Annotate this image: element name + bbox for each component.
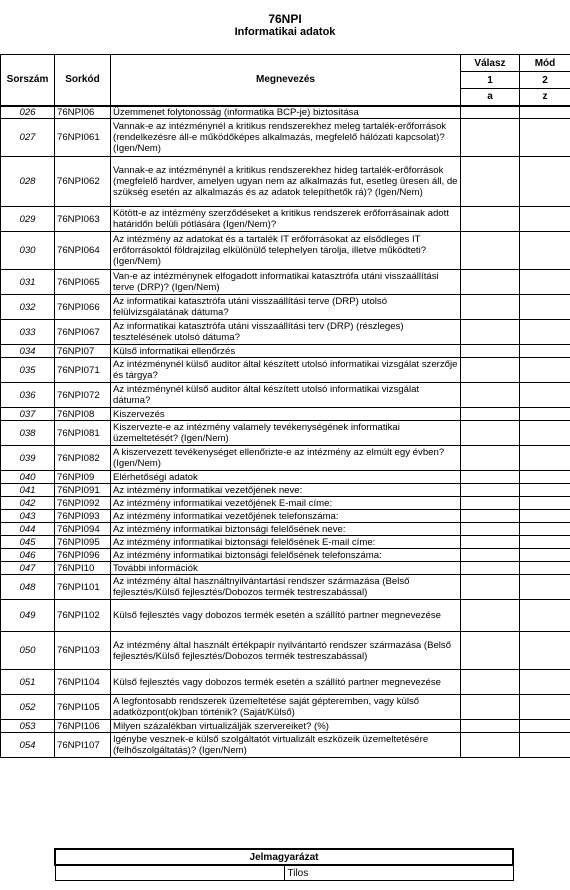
row-code: 76NPI103 [55,632,111,670]
table-row [1,523,570,536]
row-description: Az intézmény által használt értékpapír nyilvántartó rendszer származása (Belső fejlesztés/Külső fejlesztés/Dobozos termék testreszabással) [111,632,461,670]
table-row [1,632,570,670]
table-row [1,484,570,497]
mode-cell[interactable] [520,600,570,632]
row-number: 053 [1,720,55,733]
mode-cell[interactable] [520,484,570,497]
table-row [1,408,570,421]
row-description: Az intézmény informatikai biztonsági felelősének E-mail címe: [111,536,461,549]
row-description: Az intézmény informatikai vezetőjének neve: [111,484,461,497]
mode-cell[interactable] [520,408,570,421]
answer-cell[interactable] [461,497,520,510]
table-row [1,510,570,523]
answer-cell[interactable] [461,670,520,695]
table-row [1,232,570,270]
row-description: Az intézmény informatikai biztonsági felelősének neve: [111,523,461,536]
mode-cell[interactable] [520,510,570,523]
row-number: 027 [1,119,55,157]
mode-cell[interactable] [520,295,570,320]
row-description: Milyen százalékban virtualizálják szervereiket? (%) [111,720,461,733]
answer-cell[interactable] [461,320,520,345]
row-description: Az intézmény által használtnyilvántartási rendszer származása (Belső fejlesztés/Külső fejlesztés/Dobozos termék testreszabással) [111,575,461,600]
answer-cell[interactable] [461,232,520,270]
row-number: 031 [1,270,55,295]
table-row [1,600,570,632]
row-description: Kiszervezte-e az intézmény valamely tevékenységének informatikai üzemeltetését? (Igen/Nem) [111,421,461,446]
row-code: 76NPI082 [55,446,111,471]
mode-cell[interactable] [520,632,570,670]
table-row [1,119,570,157]
row-description: Az intézmény informatikai biztonsági felelősének telefonszáma: [111,549,461,562]
mode-cell[interactable] [520,320,570,345]
answer-cell[interactable] [461,383,520,408]
header-mod: Mód [520,55,570,72]
mode-cell[interactable] [520,471,570,484]
row-number: 043 [1,510,55,523]
mode-cell[interactable] [520,497,570,510]
row-code: 76NPI08 [55,408,111,421]
answer-cell[interactable] [461,358,520,383]
row-description: Az intézménynél külső auditor által készített utolsó informatikai vizsgálat dátuma? [111,383,461,408]
row-code: 76NPI093 [55,510,111,523]
row-number: 041 [1,484,55,497]
answer-cell[interactable] [461,408,520,421]
mode-cell[interactable] [520,562,570,575]
table-row [1,446,570,471]
table-row [1,471,570,484]
row-number: 037 [1,408,55,421]
table-row [1,562,570,575]
table-row [1,270,570,295]
row-code: 76NPI066 [55,295,111,320]
answer-cell[interactable] [461,600,520,632]
mode-cell[interactable] [520,523,570,536]
row-description: Igénybe vesznek-e külső szolgáltatót virtualizált eszközeik üzemeltetésére (felhőszolgáltatás)? (Igen/Nem) [111,733,461,758]
answer-cell[interactable] [461,695,520,720]
row-number: 035 [1,358,55,383]
row-number: 044 [1,523,55,536]
row-code: 76NPI106 [55,720,111,733]
row-number: 051 [1,670,55,695]
row-description: Van-e az intézménynek elfogadott informatikai katasztrófa utáni visszaállítási terve (DRP)? (Igen/Nem) [111,270,461,295]
row-number: 047 [1,562,55,575]
row-code: 76NPI062 [55,157,111,207]
mode-cell[interactable] [520,270,570,295]
mode-cell[interactable] [520,733,570,758]
table-row [1,358,570,383]
answer-cell[interactable] [461,106,520,119]
row-description: További információk [111,562,461,575]
row-description: Az intézmény informatikai vezetőjének telefonszáma: [111,510,461,523]
row-number: 036 [1,383,55,408]
table-row [1,720,570,733]
answer-cell[interactable] [461,720,520,733]
row-code: 76NPI081 [55,421,111,446]
row-number: 026 [1,106,55,119]
header-col-a: a [461,89,520,106]
mode-cell[interactable] [520,358,570,383]
mode-cell[interactable] [520,549,570,562]
answer-cell[interactable] [461,345,520,358]
table-row [1,106,570,119]
row-code: 76NPI091 [55,484,111,497]
table-row [1,733,570,758]
row-number: 042 [1,497,55,510]
row-number: 045 [1,536,55,549]
mode-cell[interactable] [520,695,570,720]
row-description: Az intézmény informatikai vezetőjének E-mail címe: [111,497,461,510]
row-code: 76NPI09 [55,471,111,484]
row-code: 76NPI096 [55,549,111,562]
legend-swatch [55,865,284,881]
header-sorkod: Sorkód [55,55,111,106]
row-description: Kiszervezés [111,408,461,421]
row-description: Külső informatikai ellenőrzés [111,345,461,358]
mode-cell[interactable] [520,536,570,549]
row-description: Az intézménynél külső auditor által készített utolsó informatikai vizsgálat szerzője és tárgya? [111,358,461,383]
table-row [1,421,570,446]
table-row [1,575,570,600]
row-description: Vannak-e az intézménynél a kritikus rendszerekhez hideg tartalék-erőforrások (megfelelő hardver, amelyen ugyan nem az alkalmazás fut, esetleg üresen áll, de szükség esetén az alkalmazás és az adatok telepíthetők rá)? (Igen/Nem) [111,157,461,207]
answer-cell[interactable] [461,510,520,523]
row-number: 052 [1,695,55,720]
answer-cell[interactable] [461,119,520,157]
row-code: 76NPI072 [55,383,111,408]
table-row [1,295,570,320]
row-number: 046 [1,549,55,562]
row-number: 038 [1,421,55,446]
row-number: 034 [1,345,55,358]
row-number: 030 [1,232,55,270]
answer-cell[interactable] [461,523,520,536]
header-sorszam: Sorszám [1,55,55,106]
header-col-1: 1 [461,72,520,89]
answer-cell[interactable] [461,632,520,670]
header-col-z: z [520,89,570,106]
row-description: Külső fejlesztés vagy dobozos termék esetén a szállító partner megnevezése [111,600,461,632]
row-description: Az informatikai katasztrófa utáni visszaállítási terve (DRP) utolsó felülvizsgálatának dátuma? [111,295,461,320]
answer-cell[interactable] [461,270,520,295]
row-code: 76NPI101 [55,575,111,600]
mode-cell[interactable] [520,720,570,733]
answer-cell[interactable] [461,295,520,320]
mode-cell[interactable] [520,106,570,119]
row-code: 76NPI10 [55,562,111,575]
data-table [0,54,570,758]
answer-cell[interactable] [461,446,520,471]
row-code: 76NPI063 [55,207,111,232]
row-number: 048 [1,575,55,600]
row-description: Üzemmenet folytonosság (informatika BCP-je) biztosítása [111,106,461,119]
answer-cell[interactable] [461,157,520,207]
answer-cell[interactable] [461,471,520,484]
answer-cell[interactable] [461,536,520,549]
row-code: 76NPI107 [55,733,111,758]
row-number: 032 [1,295,55,320]
mode-cell[interactable] [520,157,570,207]
mode-cell[interactable] [520,670,570,695]
row-code: 76NPI061 [55,119,111,157]
row-code: 76NPI095 [55,536,111,549]
answer-cell[interactable] [461,421,520,446]
mode-cell[interactable] [520,345,570,358]
row-code: 76NPI065 [55,270,111,295]
row-description: A legfontosabb rendszerek üzemeltetése saját gépteremben, vagy külső adatközpont(ok)ban történik? (Saját/Külső) [111,695,461,720]
mode-cell[interactable] [520,421,570,446]
row-number: 039 [1,446,55,471]
row-code: 76NPI06 [55,106,111,119]
table-row [1,549,570,562]
header-valasz: Válasz [461,55,520,72]
mode-cell[interactable] [520,575,570,600]
legend-title: Jelmagyarázat [55,849,513,865]
table-row [1,345,570,358]
form-code-title: 76NPI [268,12,302,26]
row-description: Az intézmény az adatokat és a tartalék IT erőforrásokat az elsődleges IT erőforrásoktól földrajzilag elkülönülő telephelyen tárolja, illetve működteti? (Igen/Nem) [111,232,461,270]
table-row [1,157,570,207]
row-number: 049 [1,600,55,632]
row-code: 76NPI094 [55,523,111,536]
mode-cell[interactable] [520,207,570,232]
answer-cell[interactable] [461,549,520,562]
row-description: A kiszervezett tevékenységet ellenőrizte-e az intézmény az elmúlt egy évben? (Igen/Nem) [111,446,461,471]
row-code: 76NPI105 [55,695,111,720]
row-number: 040 [1,471,55,484]
row-number: 050 [1,632,55,670]
table-row [1,320,570,345]
row-code: 76NPI064 [55,232,111,270]
legend-item-label: Tilos [284,865,513,881]
row-code: 76NPI092 [55,497,111,510]
answer-cell[interactable] [461,562,520,575]
row-description: Kötött-e az intézmény szerződéseket a kritikus rendszerek erőforrásainak adott határidőn belüli pótlására (Igen/Nem)? [111,207,461,232]
answer-cell[interactable] [461,575,520,600]
table-row [1,695,570,720]
row-description: Külső fejlesztés vagy dobozos termék esetén a szállító partner megnevezése [111,670,461,695]
mode-cell[interactable] [520,383,570,408]
table-row [1,207,570,232]
answer-cell[interactable] [461,207,520,232]
mode-cell[interactable] [520,446,570,471]
header-col-2: 2 [520,72,570,89]
table-row [1,383,570,408]
table-row [1,497,570,510]
row-number: 033 [1,320,55,345]
row-code: 76NPI102 [55,600,111,632]
mode-cell[interactable] [520,119,570,157]
row-code: 76NPI07 [55,345,111,358]
answer-cell[interactable] [461,733,520,758]
table-row [1,536,570,549]
row-code: 76NPI104 [55,670,111,695]
row-number: 054 [1,733,55,758]
form-subtitle: Informatikai adatok [234,26,336,38]
row-number: 028 [1,157,55,207]
row-description: Vannak-e az intézménynél a kritikus rendszerekhez meleg tartalék-erőforrások (rendelkezésre áll-e működőképes alkalmazás, megfelelő hálózati kapcsolat)? (Igen/Nem) [111,119,461,157]
row-description: Elérhetőségi adatok [111,471,461,484]
mode-cell[interactable] [520,232,570,270]
row-description: Az informatikai katasztrófa utáni visszaállítási terv (DRP) (részleges) tesztelésének utolsó dátuma? [111,320,461,345]
answer-cell[interactable] [461,484,520,497]
legend-table [54,848,514,881]
row-code: 76NPI071 [55,358,111,383]
table-row [1,670,570,695]
header-megnevezes: Megnevezés [111,55,461,106]
row-code: 76NPI067 [55,320,111,345]
row-number: 029 [1,207,55,232]
